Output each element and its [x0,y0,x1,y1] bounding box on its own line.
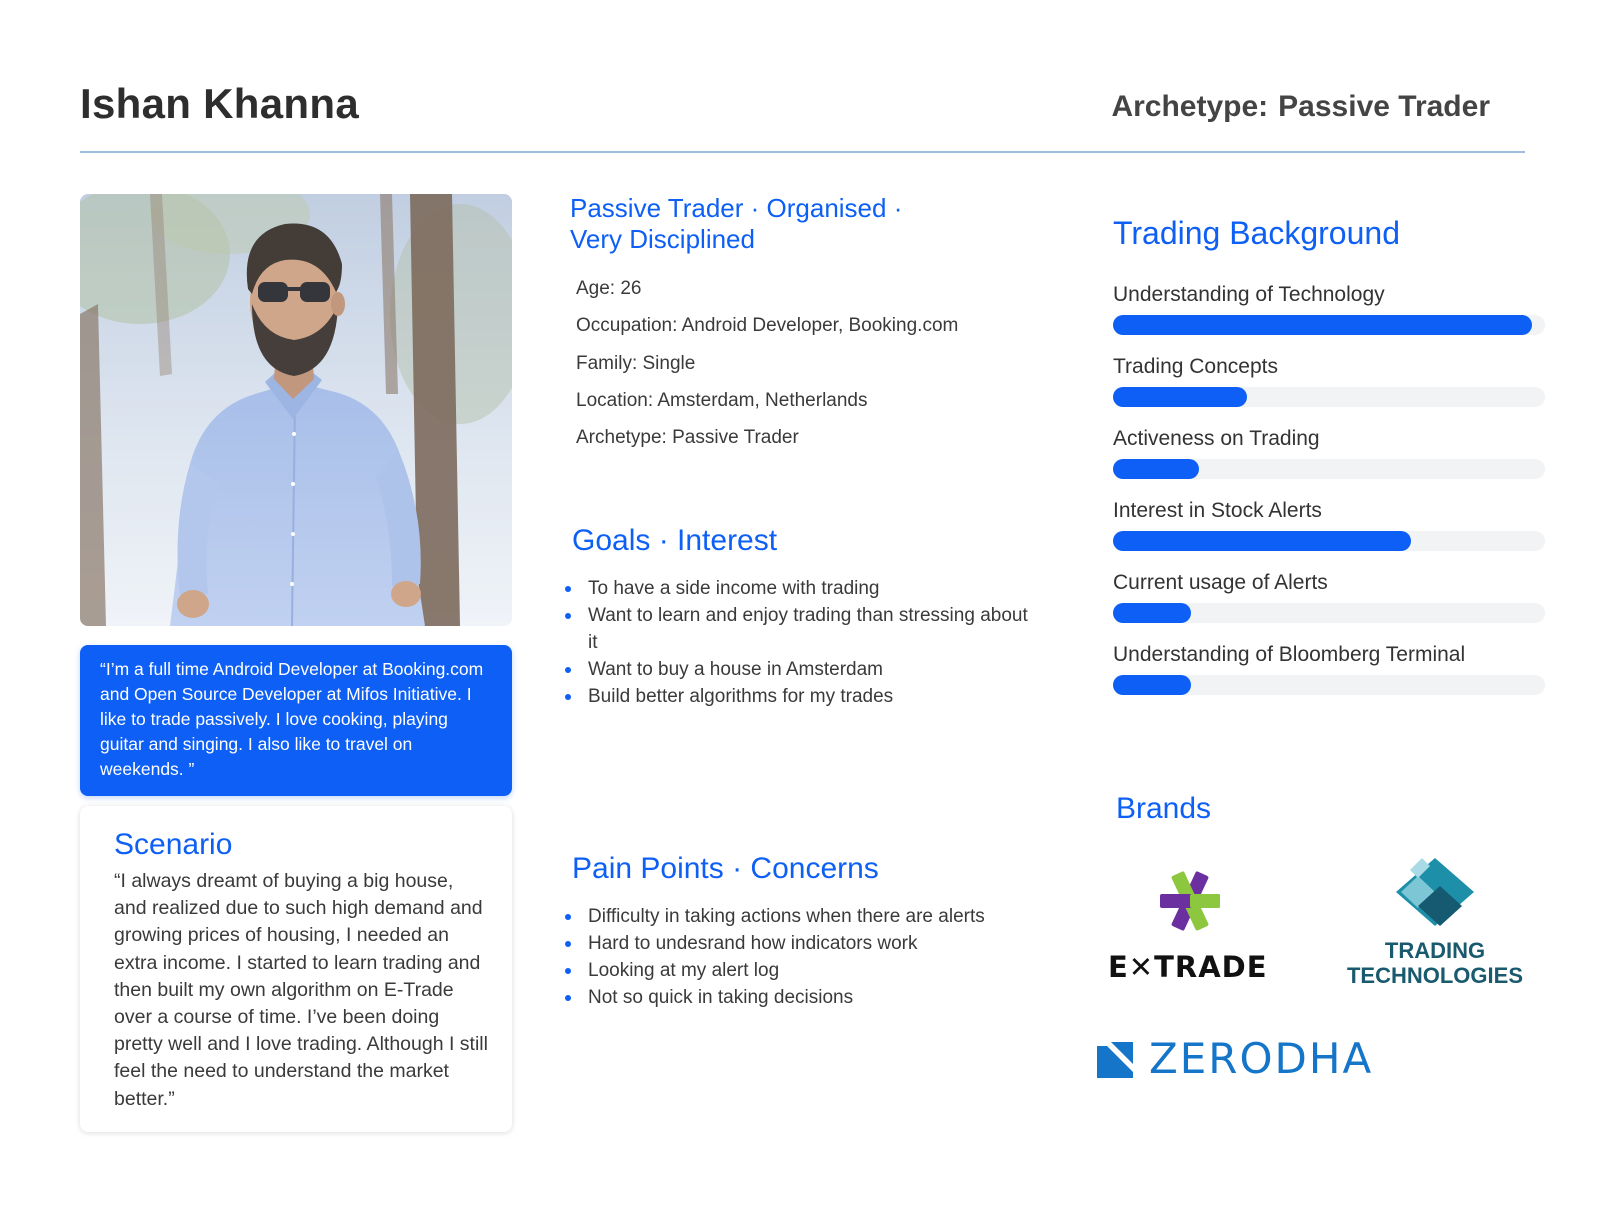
metric-label: Trading Concepts [1113,355,1278,378]
etrade-mark-icon [1108,868,1283,936]
metric-activeness-trading [1113,425,1545,479]
list-item: Difficulty in taking actions when there are alerts [564,903,1034,930]
list-item: Hard to undesrand how indicators work [564,930,1034,957]
metric-fill [1113,603,1191,623]
trading-technologies-mark-icon [1340,856,1530,932]
metric-understanding-bloomberg [1113,641,1545,695]
persona-headline [570,193,970,255]
brands-title: Brands [1116,792,1212,825]
metric-label: Interest in Stock Alerts [1113,499,1322,522]
persona-quote: “I’m a full time Android Developer at Booking.com and Open Source Developer at Mifos Initiative. I like to trade passively. I love cooking, playing guitar and singing. I also like to travel on weekends. ” [80,645,512,796]
etrade-logo [1108,868,1283,988]
archetype-value: Passive Trader [1278,90,1490,123]
scenario-card [80,806,512,1132]
pain-points-list [564,903,1034,1011]
metric-trading-concepts [1113,353,1545,407]
list-item: Not so quick in taking decisions [564,984,1034,1011]
etrade-wordmark: E✕TRADE [1108,950,1268,984]
tt-line-2: TECHNOLOGIES [1346,963,1523,988]
metric-interest-stock-alerts [1113,497,1545,551]
goals-title: Goals · Interest [572,524,778,557]
metric-track [1113,315,1545,335]
scenario-title: Scenario [114,828,233,861]
headline-line-2: Very Disciplined [570,224,755,254]
metric-track [1113,387,1545,407]
trading-technologies-wordmark [1340,938,1530,988]
metric-label: Activeness on Trading [1113,427,1320,450]
header-divider [80,151,1525,153]
metric-fill [1113,315,1532,335]
archetype-header [1111,90,1490,124]
list-item: Looking at my alert log [564,957,1034,984]
metric-label: Current usage of Alerts [1113,571,1328,594]
list-item: Want to buy a house in Amsterdam [564,656,1034,683]
metric-track [1113,459,1545,479]
trading-background-title: Trading Background [1113,215,1400,251]
persona-name: Ishan Khanna [80,80,359,127]
list-item: Want to learn and enjoy trading than stressing about it [564,602,1034,656]
list-item: Build better algorithms for my trades [564,683,1034,710]
zerodha-mark-icon [1097,1042,1133,1078]
metric-label: Understanding of Technology [1113,283,1385,306]
fact-family: Family: Single [576,352,696,374]
fact-location: Location: Amsterdam, Netherlands [576,389,868,411]
goals-list [564,575,1034,710]
metric-fill [1113,387,1247,407]
pain-points-title: Pain Points · Concerns [572,852,879,885]
metric-understanding-technology [1113,281,1545,335]
persona-facts [576,276,958,462]
metric-track [1113,531,1545,551]
zerodha-logo [1097,1034,1397,1094]
persona-photo [80,194,512,626]
metric-current-usage-alerts [1113,569,1545,623]
metric-fill [1113,675,1191,695]
list-item: To have a side income with trading [564,575,1034,602]
scenario-text: “I always dreamt of buying a big house, and realized due to such high demand and growing prices of housing, I needed an extra income. I started to learn trading and then built my own algorithm on E-Trade over a course of time. I’ve been doing pretty well and I love trading. Although I still feel the need to understand the market better.” [114,870,488,1110]
metric-fill [1113,531,1411,551]
metric-track [1113,675,1545,695]
headline-line-1: Passive Trader · Organised · [570,193,903,223]
archetype-label: Archetype: [1111,90,1269,123]
metric-label: Understanding of Bloomberg Terminal [1113,643,1466,666]
metric-track [1113,603,1545,623]
trading-technologies-logo [1340,856,1530,996]
fact-archetype: Archetype: Passive Trader [576,427,799,449]
tt-line-1: TRADING [1384,938,1486,963]
fact-occupation: Occupation: Android Developer, Booking.com [576,315,959,337]
fact-age: Age: 26 [576,278,642,299]
metric-fill [1113,459,1199,479]
zerodha-wordmark: ZERODHA [1149,1034,1374,1083]
